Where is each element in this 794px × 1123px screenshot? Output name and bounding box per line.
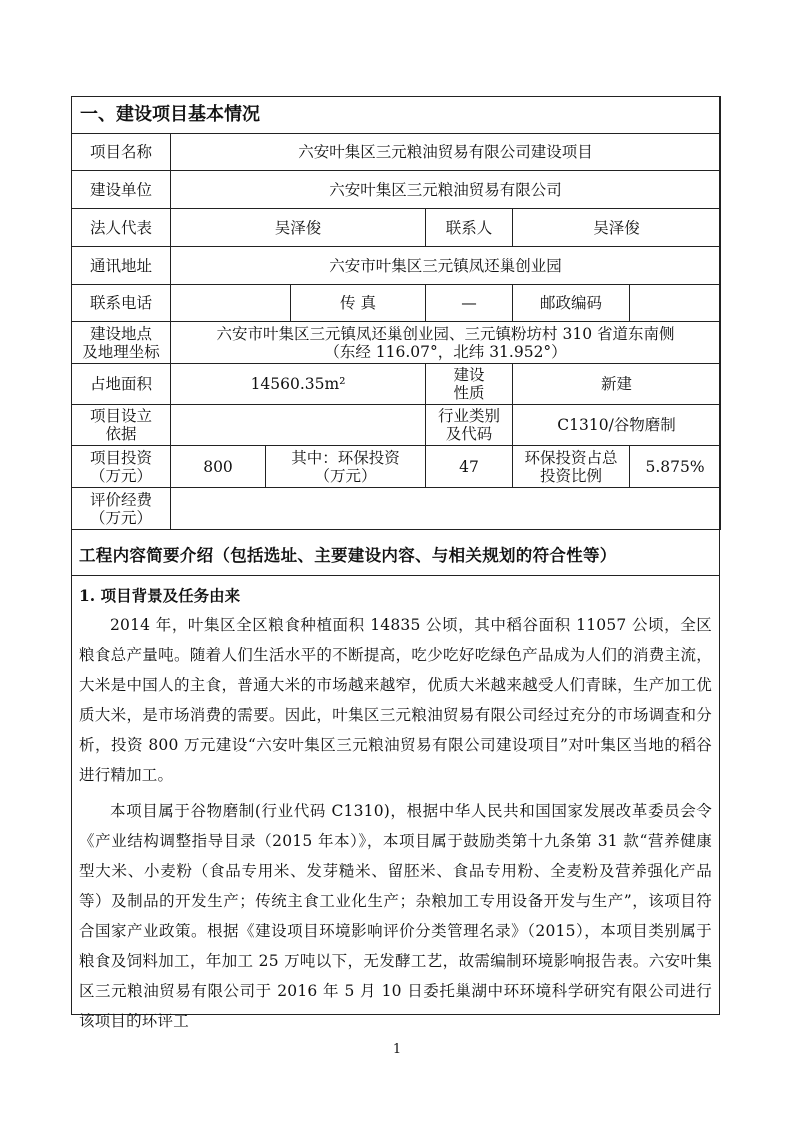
area-label: 占地面积 <box>72 364 171 405</box>
env-invest-label <box>266 446 426 488</box>
env-invest-label-line1: 其中：环保投资 <box>291 448 400 467</box>
industry-label <box>426 405 513 446</box>
postcode-label: 邮政编码 <box>513 285 630 322</box>
contact-label: 联系人 <box>426 209 513 247</box>
location-label <box>72 322 171 364</box>
ratio-label <box>513 446 630 488</box>
industry-label-line1: 行业类别 <box>437 407 500 425</box>
invest-label-line2: （万元） <box>89 466 152 485</box>
phone-label: 联系电话 <box>72 285 171 322</box>
invest-label-line1: 项目投资 <box>89 448 152 467</box>
location-label-line1: 建设地点 <box>89 324 152 343</box>
basic-info-table <box>71 96 721 530</box>
basis-label-line2: 依据 <box>105 425 137 443</box>
legal-rep-label: 法人代表 <box>72 209 171 247</box>
unit-label: 建设单位 <box>72 171 171 209</box>
invest-value: 800 <box>171 446 266 488</box>
basis-value <box>171 405 426 446</box>
nature-label-line2: 性质 <box>453 384 485 402</box>
address-value: 六安市叶集区三元镇凤还巢创业园 <box>171 247 721 285</box>
content-title: 工程内容简要介绍（包括选址、主要建设内容、与相关规划的符合性等） <box>71 537 720 576</box>
paragraph-1: 2014 年，叶集区全区粮食种植面积 14835 公顷，其中稻谷面积 11057 公顷，全区粮食总产量吨。随着人们生活水平的不断提高，吃少吃好吃绿色产品成为人们的消费主流，大米是中国人的主食，普通大米的市场越来越窄，优质大米越来越受人们青睐，生产加工优质大米，是市场消费的需要。因此，叶集区三元粮油贸易有限公司经过充分的市场调查和分析，投资 800 万元建设“六安叶集区三元粮油贸易有限公司建设项目”对叶集区当地的稻谷进行精加工。 <box>79 616 712 784</box>
content-section <box>71 537 720 1036</box>
industry-value: C1310/谷物磨制 <box>513 405 721 446</box>
location-label-line2: 及地理坐标 <box>82 342 160 361</box>
basis-label <box>72 405 171 446</box>
ratio-value: 5.875% <box>630 446 721 488</box>
fax-value: — <box>426 285 513 322</box>
industry-label-line2: 及代码 <box>445 425 493 443</box>
location-value <box>171 322 721 364</box>
postcode-value <box>630 285 721 322</box>
nature-label <box>426 364 513 405</box>
env-invest-value: 47 <box>426 446 513 488</box>
nature-value: 新建 <box>513 364 721 405</box>
paragraph-2: 本项目属于谷物磨制(行业代码 C1310)，根据中华人民共和国国家发展改革委员会令《产业结构调整指导目录（2015 年本）》，本项目属于鼓励类第十九条第 31 款“营养健康型大米、小麦粉（食品专用米、发芽糙米、留胚米、食品专用粉、全麦粉及营养强化产品等）及制品的开发生产；传统主食工业化生产；杂粮加工专用设备开发与生产”，该项目符合国家产业政策。根据《建设项目环境影响评价分类管理名录》（2015），本项目类别属于粮食及饲料加工，年加工 25 万吨以下，无发酵工艺，故需编制环境影响报告表。六安叶集区三元粮油贸易有限公司于 2016 年 5 月 10 日委托巢湖中环环境科学研究有限公司进行该项目的环评工 <box>79 802 712 1030</box>
fee-label-line1: 评价经费 <box>89 490 152 509</box>
project-name-label: 项目名称 <box>72 134 171 171</box>
ratio-label-line2: 投资比例 <box>539 466 602 485</box>
section-title: 一、建设项目基本情况 <box>72 97 721 134</box>
project-name-value: 六安叶集区三元粮油贸易有限公司建设项目 <box>171 134 721 171</box>
fee-label-line2: （万元） <box>89 508 152 527</box>
nature-label-line1: 建设 <box>453 366 485 384</box>
page-number: 1 <box>392 1042 402 1057</box>
contact-value: 吴泽俊 <box>513 209 721 247</box>
location-line2: （东经 116.07°，北纬 31.952°） <box>324 342 567 361</box>
phone-value <box>171 285 291 322</box>
address-label: 通讯地址 <box>72 247 171 285</box>
fee-value <box>171 488 721 530</box>
env-invest-label-line2: （万元） <box>314 466 377 485</box>
fax-label: 传 真 <box>291 285 426 322</box>
invest-label <box>72 446 171 488</box>
legal-rep-value: 吴泽俊 <box>171 209 426 247</box>
basis-label-line1: 项目设立 <box>89 407 152 425</box>
fee-label <box>72 488 171 530</box>
subsection-title: 1. 项目背景及任务由来 <box>79 586 241 605</box>
ratio-label-line1: 环保投资占总 <box>524 448 618 467</box>
location-line1: 六安市叶集区三元镇凤还巢创业园、三元镇粉坊村 310 省道东南侧 <box>216 324 675 343</box>
unit-value: 六安叶集区三元粮油贸易有限公司 <box>171 171 721 209</box>
area-value: 14560.35m² <box>171 364 426 405</box>
